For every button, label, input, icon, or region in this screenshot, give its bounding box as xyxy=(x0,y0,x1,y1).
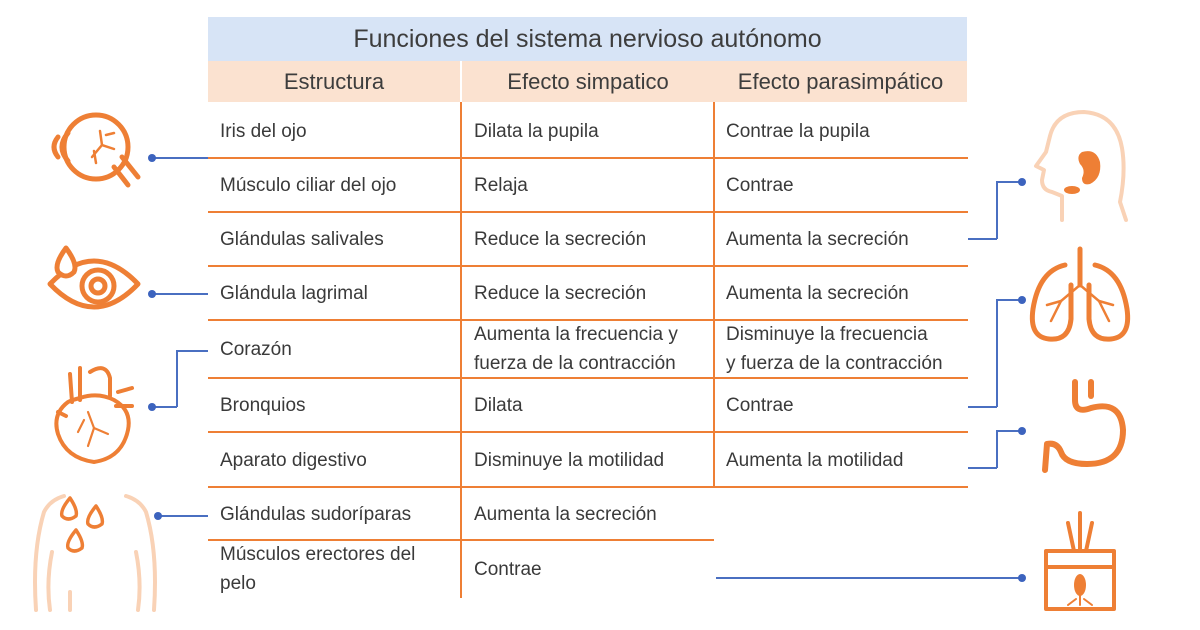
connector-dot xyxy=(1018,427,1026,435)
eye-anatomy-icon xyxy=(44,105,144,190)
connector-dot xyxy=(148,403,156,411)
sympathetic-cell xyxy=(474,378,714,432)
cell-text: Glándula lagrimal xyxy=(220,282,368,304)
cell-line: Disminuye la frecuencia xyxy=(726,324,928,345)
cell-text: Relaja xyxy=(474,174,528,196)
connector-stomach-bottom xyxy=(968,467,997,469)
parasympathetic-cell xyxy=(726,266,966,320)
header-sympathetic: Efecto simpatico xyxy=(462,61,714,102)
structure-cell xyxy=(220,432,460,488)
row-divider xyxy=(208,157,968,159)
parasympathetic-cell xyxy=(726,432,966,488)
cell-text: Glándulas sudoríparas xyxy=(220,503,412,525)
cell-text: Contrae xyxy=(726,394,794,416)
connector-heart-vertical xyxy=(176,350,178,407)
sympathetic-cell xyxy=(474,104,714,158)
sympathetic-cell xyxy=(474,158,714,212)
parasympathetic-cell xyxy=(726,378,966,432)
connector-salivary-bottom xyxy=(968,238,997,240)
column-divider xyxy=(460,102,462,598)
hair-follicle-icon xyxy=(1040,505,1120,613)
connector-dot xyxy=(1018,574,1026,582)
row-divider xyxy=(208,211,968,213)
connector-heart-top xyxy=(176,350,208,352)
connector-lacrimal xyxy=(152,293,208,295)
row-divider xyxy=(208,319,968,321)
sympathetic-cell xyxy=(474,488,714,540)
row-divider xyxy=(208,265,968,267)
cell-text: Aumenta la motilidad xyxy=(726,449,904,471)
sympathetic-cell xyxy=(474,432,714,488)
connector-iris xyxy=(152,157,208,159)
cell-text: Reduce la secreción xyxy=(474,282,647,304)
cell-text: Bronquios xyxy=(220,394,306,416)
parasympathetic-cell xyxy=(726,158,966,212)
connector-dot xyxy=(148,290,156,298)
cell-text: Aumenta la secreción xyxy=(726,228,909,250)
row-divider xyxy=(208,431,968,433)
structure-cell xyxy=(220,104,460,158)
header-structure: Estructura xyxy=(208,61,460,102)
connector-sweat xyxy=(158,515,208,517)
cell-line: y fuerza de la contracción xyxy=(726,353,943,374)
cell-line: pelo xyxy=(220,573,256,594)
sweat-body-icon xyxy=(30,492,160,612)
cell-text: Aparato digestivo xyxy=(220,449,367,471)
structure-cell xyxy=(220,266,460,320)
heart-icon xyxy=(48,362,136,467)
header-parasympathetic: Efecto parasimpático xyxy=(714,61,967,102)
structure-cell xyxy=(220,158,460,212)
cell-text: Corazón xyxy=(220,338,292,360)
tear-eye-icon xyxy=(44,240,144,325)
connector-hair xyxy=(716,577,1022,579)
cell-text: Contrae xyxy=(726,174,794,196)
cell-text: Aumenta la secreción xyxy=(474,503,657,525)
cell-text: Reduce la secreción xyxy=(474,228,647,250)
structure-cell xyxy=(220,378,460,432)
connector-dot xyxy=(148,154,156,162)
cell-line: fuerza de la contracción xyxy=(474,353,676,374)
cell-text: Glándulas salivales xyxy=(220,228,384,250)
connector-lungs-bottom xyxy=(968,406,997,408)
parasympathetic-cell xyxy=(726,212,966,266)
head-salivary-icon xyxy=(1030,108,1130,223)
sympathetic-cell xyxy=(474,540,714,598)
structure-cell xyxy=(220,320,460,378)
sympathetic-cell xyxy=(474,266,714,320)
connector-dot xyxy=(1018,178,1026,186)
column-divider xyxy=(713,102,715,487)
cell-line: Aumenta la frecuencia y xyxy=(474,324,678,345)
structure-cell xyxy=(220,212,460,266)
lungs-icon xyxy=(1025,245,1135,350)
cell-text: Contrae xyxy=(474,558,542,580)
structure-cell xyxy=(220,488,460,540)
row-divider xyxy=(208,486,968,488)
parasympathetic-cell xyxy=(726,320,966,378)
sympathetic-cell xyxy=(474,212,714,266)
cell-text: Aumenta la secreción xyxy=(726,282,909,304)
connector-stomach-vertical xyxy=(996,430,998,468)
stomach-icon xyxy=(1035,378,1130,478)
cell-line: Músculos erectores del xyxy=(220,544,416,565)
structure-cell xyxy=(220,540,460,598)
cell-text: Músculo ciliar del ojo xyxy=(220,174,397,196)
cell-text: Disminuye la motilidad xyxy=(474,449,665,471)
cell-text: Contrae la pupila xyxy=(726,120,870,142)
parasympathetic-cell xyxy=(726,104,966,158)
row-divider xyxy=(208,377,968,379)
diagram-title: Funciones del sistema nervioso autónomo xyxy=(208,17,967,61)
cell-text: Dilata la pupila xyxy=(474,120,599,142)
connector-lungs-vertical xyxy=(996,299,998,407)
cell-text: Dilata xyxy=(474,394,523,416)
connector-salivary-vertical xyxy=(996,181,998,239)
sympathetic-cell xyxy=(474,320,714,378)
cell-text: Iris del ojo xyxy=(220,120,307,142)
